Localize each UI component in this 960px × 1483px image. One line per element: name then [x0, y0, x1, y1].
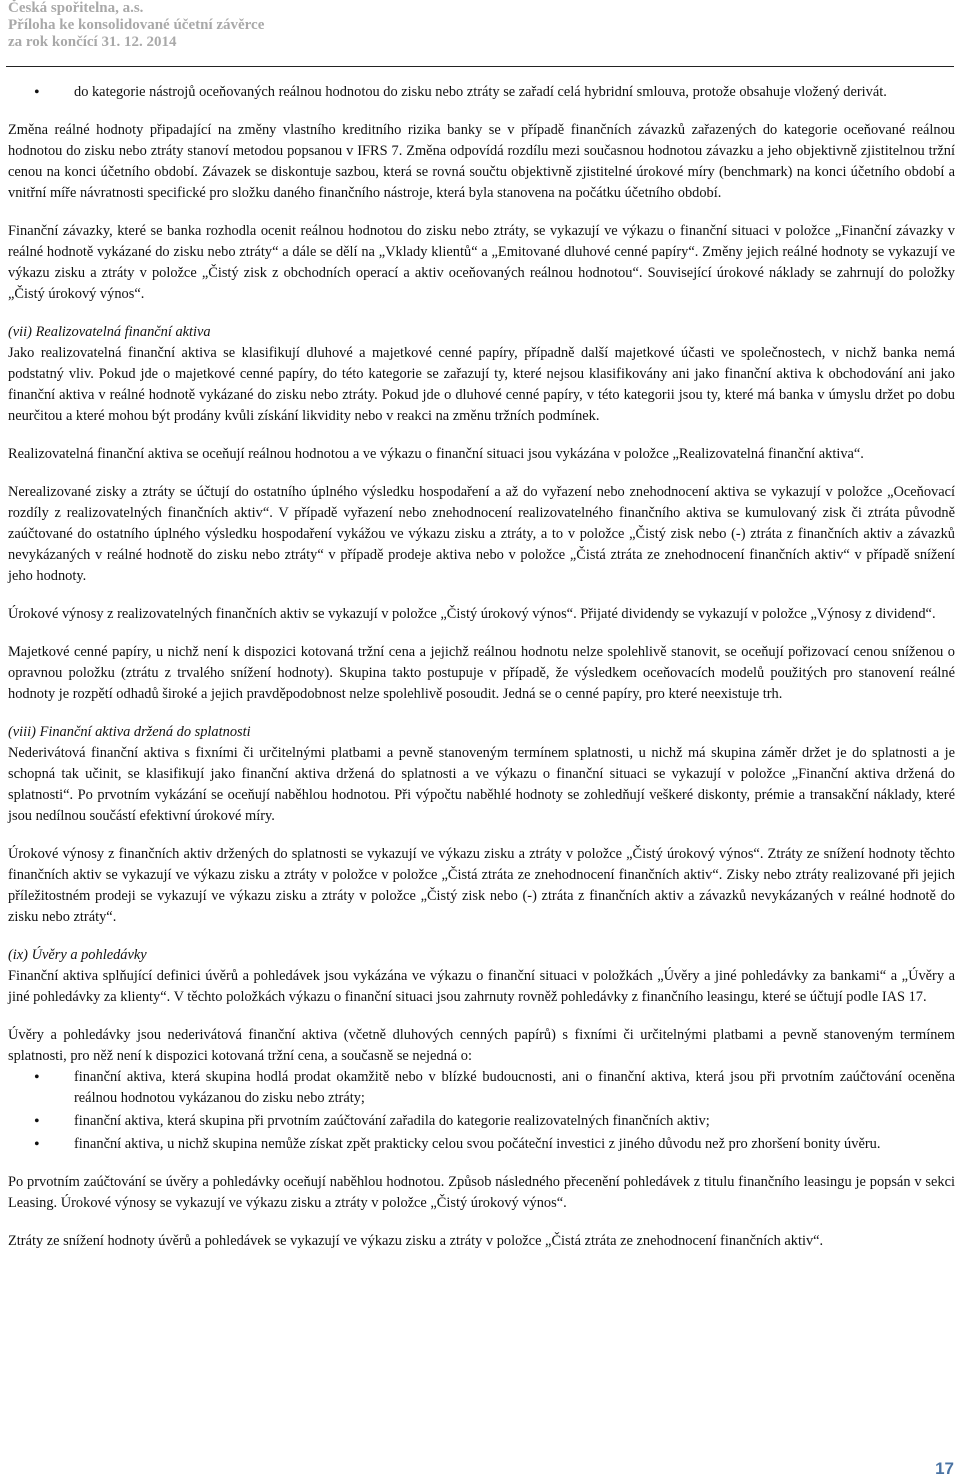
page-number: 17 — [935, 1459, 954, 1478]
bullet-list — [8, 82, 955, 103]
document-header — [8, 0, 264, 51]
bullet-text: finanční aktiva, která skupina hodlá prodat okamžitě nebo v blízké budoucnosti, ani o finanční aktiva, která jsou při prvotním zaúčtování oceněna reálnou hodnotou vykázanou do zisku nebo ztráty; — [74, 1069, 955, 1106]
paragraph: Jako realizovatelná finanční aktiva se klasifikují dluhové a majetkové cenné papíry, případně další majetkové účasti ve společnostech, v nichž banka nemá podstatný vliv. Pokud jde o majetkové cenné papíry, do této kategorie se zařazují ty, které nejsou klasifikovány ani jako finanční aktiva k obchodování ani jako finanční aktiva v reálné hodnotě vykázané do zisku nebo ztráty. Pokud jde o dluhové cenné papíry, v této kategorii jsou ty, které má banka v úmyslu držet po dobu neurčitou a které mohou být prodány kvůli získání likvidity nebo v reakci na změnu tržních podmínek. — [8, 345, 955, 424]
header-period: za rok končící 31. 12. 2014 — [8, 34, 177, 50]
header-report-title: Příloha ke konsolidované účetní závěrce — [8, 17, 265, 33]
bullet-icon: • — [34, 1113, 40, 1130]
paragraph: Realizovatelná finanční aktiva se oceňují reálnou hodnotou a ve výkazu o finanční situaci jsou vykázána v položce „Realizovatelná finanční aktiva“. — [8, 446, 864, 462]
paragraph: Úrokové výnosy z realizovatelných finančních aktiv se vykazují v položce „Čistý úrokový výnos“. Přijaté dividendy se vykazují v položce „Výnosy z dividend“. — [8, 606, 936, 622]
paragraph: Ztráty ze snížení hodnoty úvěrů a pohledávek se vykazují ve výkazu zisku a ztráty v položce „Čistá ztráta ze znehodnocení finančních aktiv“. — [8, 1233, 824, 1249]
section-heading: (vii) Realizovatelná finanční aktiva — [8, 324, 211, 340]
paragraph: Po prvotním zaúčtování se úvěry a pohledávky oceňují naběhlou hodnotou. Způsob následného přecenění pohledávek z titulu finančního leasingu je popsán v sekci Leasing. Úrokové výnosy se vykazují ve výkazu zisku a ztráty v položce „Čistý úrokový výnos“. — [8, 1174, 955, 1211]
paragraph: Úrokové výnosy z finančních aktiv držených do splatnosti se vykazují ve výkazu zisku a ztráty v položce „Čistý úrokový výnos“. Ztráty ze snížení hodnoty těchto finančních aktiv se vykazují ve výkazu zisku a ztráty v položce v položce „Čistá ztráta ze znehodnocení finančních aktiv“. Zisky nebo ztráty realizované při jejich příležitostném prodeji se vykazují ve výkazu zisku a ztráty v položce „Čistý zisk nebo (-) ztráta z finančních aktiv a závazků nevykázaných v reálné hodnotě do zisku nebo ztráty“. — [8, 846, 955, 925]
bullet-icon: • — [34, 1136, 40, 1153]
paragraph: Nederivátová finanční aktiva s fixními či určitelnými platbami a pevně stanoveným termínem splatnosti, u nichž má skupina záměr držet je do splatnosti a je schopná tak učinit, se klasifikují jako finanční aktiva držená do splatnosti a ve výkazu o finanční situaci se vykazují v položce „Finanční aktiva držená do splatnosti“. Po prvotním vykázání se oceňují naběhlou hodnotou. Při výpočtu naběhlé hodnoty se zohledňují veškeré diskonty, prémie a transakční náklady, které jsou nedílnou součástí efektivní úrokové míry. — [8, 745, 955, 824]
bullet-icon: • — [34, 1069, 40, 1086]
bullet-list — [8, 1067, 955, 1155]
paragraph: Majetkové cenné papíry, u nichž není k dispozici kotovaná tržní cena a jejichž reálnou hodnotu nelze spolehlivě stanovit, se oceňují pořizovací cenou sníženou o opravnou položku (ztrátu z trvalého snížení hodnoty). Skupina takto postupuje v případě, že výsledkem oceňovacích modelů použitých pro stanovení reálné hodnoty je rozpětí odhadů široké a jejich pravděpodobnost nelze spolehlivě posoudit. Jedná se o cenné papíry, pro které neexistuje trh. — [8, 644, 955, 702]
document-body — [8, 82, 955, 1269]
paragraph: Finanční závazky, které se banka rozhodla ocenit reálnou hodnotou do zisku nebo ztráty, se vykazují ve výkazu o finanční situaci v položce „Finanční závazky v reálné hodnotě vykázané do zisku nebo ztráty“ a dále se dělí na „Vklady klientů“ a „Emitované dluhové cenné papíry“. Změny jejich reálné hodnoty se vykazují ve výkazu zisku a ztráty v položce „Čistý zisk z obchodních operací a aktiv oceňovaných reálnou hodnotou“. Související úrokové náklady se zahrnují do položky „Čistý úrokový výnos“. — [8, 223, 955, 302]
bullet-item — [8, 1111, 955, 1132]
paragraph: Změna reálné hodnoty připadající na změny vlastního kreditního rizika banky se v případě finančních závazků zařazených do kategorie oceňované reálnou hodnotou do zisku nebo ztráty stanoví metodou popsanou v IFRS 7. Změna odpovídá rozdílu mezi současnou hodnotou závazku a jeho objektivně zjistitelnou tržní cenou na konci účetního období. Závazek se diskontuje sazbou, která se rovná součtu objektivně zjistitelné úrokové míry (benchmark) na konci účetního období a vnitřní míře návratnosti specifické pro složku daného finančního nástroje, která byla stanovena na počátku účetního období. — [8, 122, 955, 201]
bullet-item — [8, 82, 955, 103]
paragraph: Finanční aktiva splňující definici úvěrů a pohledávek jsou vykázána ve výkazu o finanční situaci v položkách „Úvěry a jiné pohledávky za bankami“ a „Úvěry a jiné pohledávky za klienty“. V těchto položkách výkazu o finanční situaci jsou zahrnuty rovněž pohledávky z finančního leasingu, které se účtují podle IAS 17. — [8, 968, 955, 1005]
section-heading: (ix) Úvěry a pohledávky — [8, 947, 147, 963]
bullet-item — [8, 1134, 955, 1155]
bullet-icon: • — [34, 84, 40, 101]
header-company: Česká spořitelna, a.s. — [8, 0, 144, 16]
section-heading: (viii) Finanční aktiva držená do splatnosti — [8, 724, 251, 740]
bullet-text: finanční aktiva, u nichž skupina nemůže získat zpět prakticky celou svou počáteční investici z jiného důvodu než pro zhoršení bonity úvěru. — [74, 1136, 881, 1152]
paragraph: Úvěry a pohledávky jsou nederivátová finanční aktiva (včetně dluhových cenných papírů) s fixními či určitelnými platbami a pevně stanoveným termínem splatnosti, pro něž není k dispozici kotovaná tržní cena, a současně se nejedná o: — [8, 1027, 955, 1064]
paragraph: Nerealizované zisky a ztráty se účtují do ostatního úplného výsledku hospodaření a až do vyřazení nebo znehodnocení aktiva se vykazují v položce „Oceňovací rozdíly z realizovatelných finančních aktiv“. V případě vyřazení nebo znehodnocení realizovatelného finančního aktiva se kumulovaný zisk či ztráta původně zaúčtované do ostatního úplného výsledku hospodaření vykážou ve výkazu zisku a ztráty, a to v položce „Čistý zisk nebo (-) ztráta z finančních aktiv a závazků nevykázaných v reálné hodnotě do zisku nebo ztráty“ v případě prodeje aktiva nebo v položce „Čistá ztráta ze znehodnocení finančních aktiv“ v případě snížení jeho hodnoty. — [8, 484, 955, 584]
bullet-text: do kategorie nástrojů oceňovaných reálnou hodnotou do zisku nebo ztráty se zařadí celá hybridní smlouva, protože obsahuje vložený derivát. — [74, 84, 887, 100]
header-rule — [6, 66, 954, 67]
bullet-item — [8, 1067, 955, 1109]
bullet-text: finanční aktiva, která skupina při prvotním zaúčtování zařadila do kategorie realizovatelných finančních aktiv; — [74, 1113, 710, 1129]
